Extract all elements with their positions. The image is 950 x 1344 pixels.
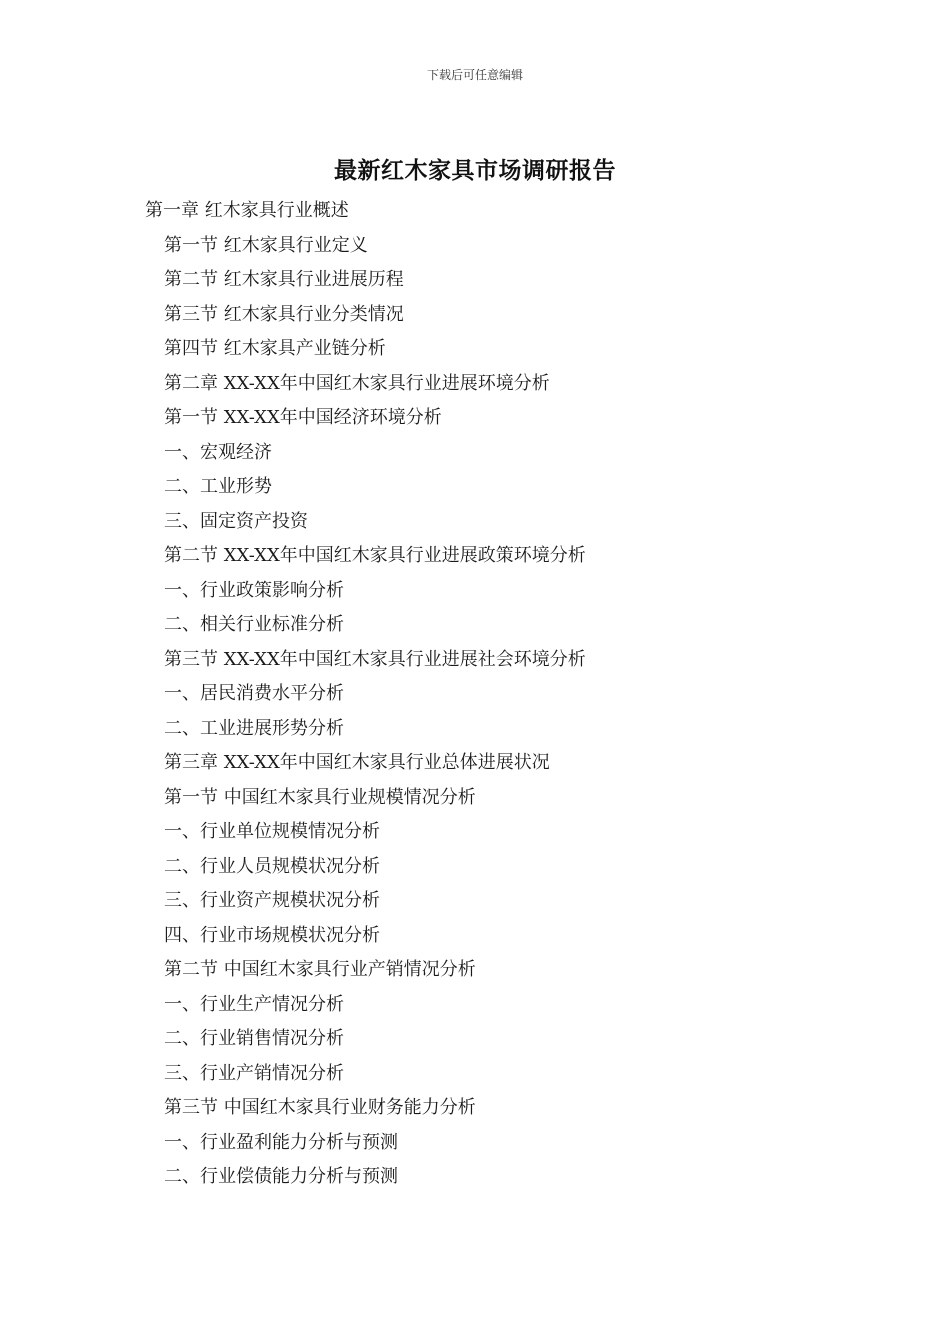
toc-entry: 一、行业生产情况分析 xyxy=(164,993,344,1015)
toc-entry: 二、行业销售情况分析 xyxy=(164,1028,344,1049)
toc-entry: 二、工业形势 xyxy=(164,476,272,497)
toc-entry: 一、行业单位规模情况分析 xyxy=(164,821,380,842)
toc-entry: 四、行业市场规模状况分析 xyxy=(164,924,380,946)
toc-entry: 二、行业人员规模状况分析 xyxy=(164,855,380,877)
toc-entry: 第二章 XX-XX年中国红木家具行业进展环境分析 xyxy=(164,372,550,394)
toc-entry: 一、宏观经济 xyxy=(164,441,272,463)
toc-entry: 第二节 XX-XX年中国红木家具行业进展政策环境分析 xyxy=(164,545,586,566)
toc-entry: 第二节 红木家具行业进展历程 xyxy=(164,269,404,290)
toc-entry: 三、行业资产规模状况分析 xyxy=(164,890,380,911)
toc-entry: 第四节 红木家具产业链分析 xyxy=(164,338,386,359)
toc-entry: 三、固定资产投资 xyxy=(164,510,308,532)
toc-entry: 一、行业政策影响分析 xyxy=(164,579,344,601)
table-of-contents xyxy=(0,196,950,1197)
toc-entry: 三、行业产销情况分析 xyxy=(164,1062,344,1084)
page-header-note: 下载后可任意编辑 xyxy=(426,68,523,82)
toc-entry: 一、居民消费水平分析 xyxy=(164,683,344,704)
document-title: 最新红木家具市场调研报告 xyxy=(334,157,616,184)
toc-entry: 第三章 XX-XX年中国红木家具行业总体进展状况 xyxy=(164,752,550,773)
toc-entry: 第一章 红木家具行业概述 xyxy=(145,200,349,221)
toc-entry: 第一节 中国红木家具行业规模情况分析 xyxy=(164,786,476,808)
toc-entry: 第三节 中国红木家具行业财务能力分析 xyxy=(164,1097,476,1118)
toc-entry: 二、行业偿债能力分析与预测 xyxy=(164,1166,398,1187)
toc-entry: 第一节 XX-XX年中国经济环境分析 xyxy=(164,407,442,428)
toc-entry: 一、行业盈利能力分析与预测 xyxy=(164,1131,398,1153)
toc-entry: 第一节 红木家具行业定义 xyxy=(164,234,368,256)
toc-entry: 第三节 红木家具行业分类情况 xyxy=(164,303,404,325)
toc-entry: 二、相关行业标准分析 xyxy=(164,614,344,635)
toc-entry: 二、工业进展形势分析 xyxy=(164,717,344,739)
toc-entry: 第二节 中国红木家具行业产销情况分析 xyxy=(164,959,476,980)
toc-entry: 第三节 XX-XX年中国红木家具行业进展社会环境分析 xyxy=(164,648,586,670)
